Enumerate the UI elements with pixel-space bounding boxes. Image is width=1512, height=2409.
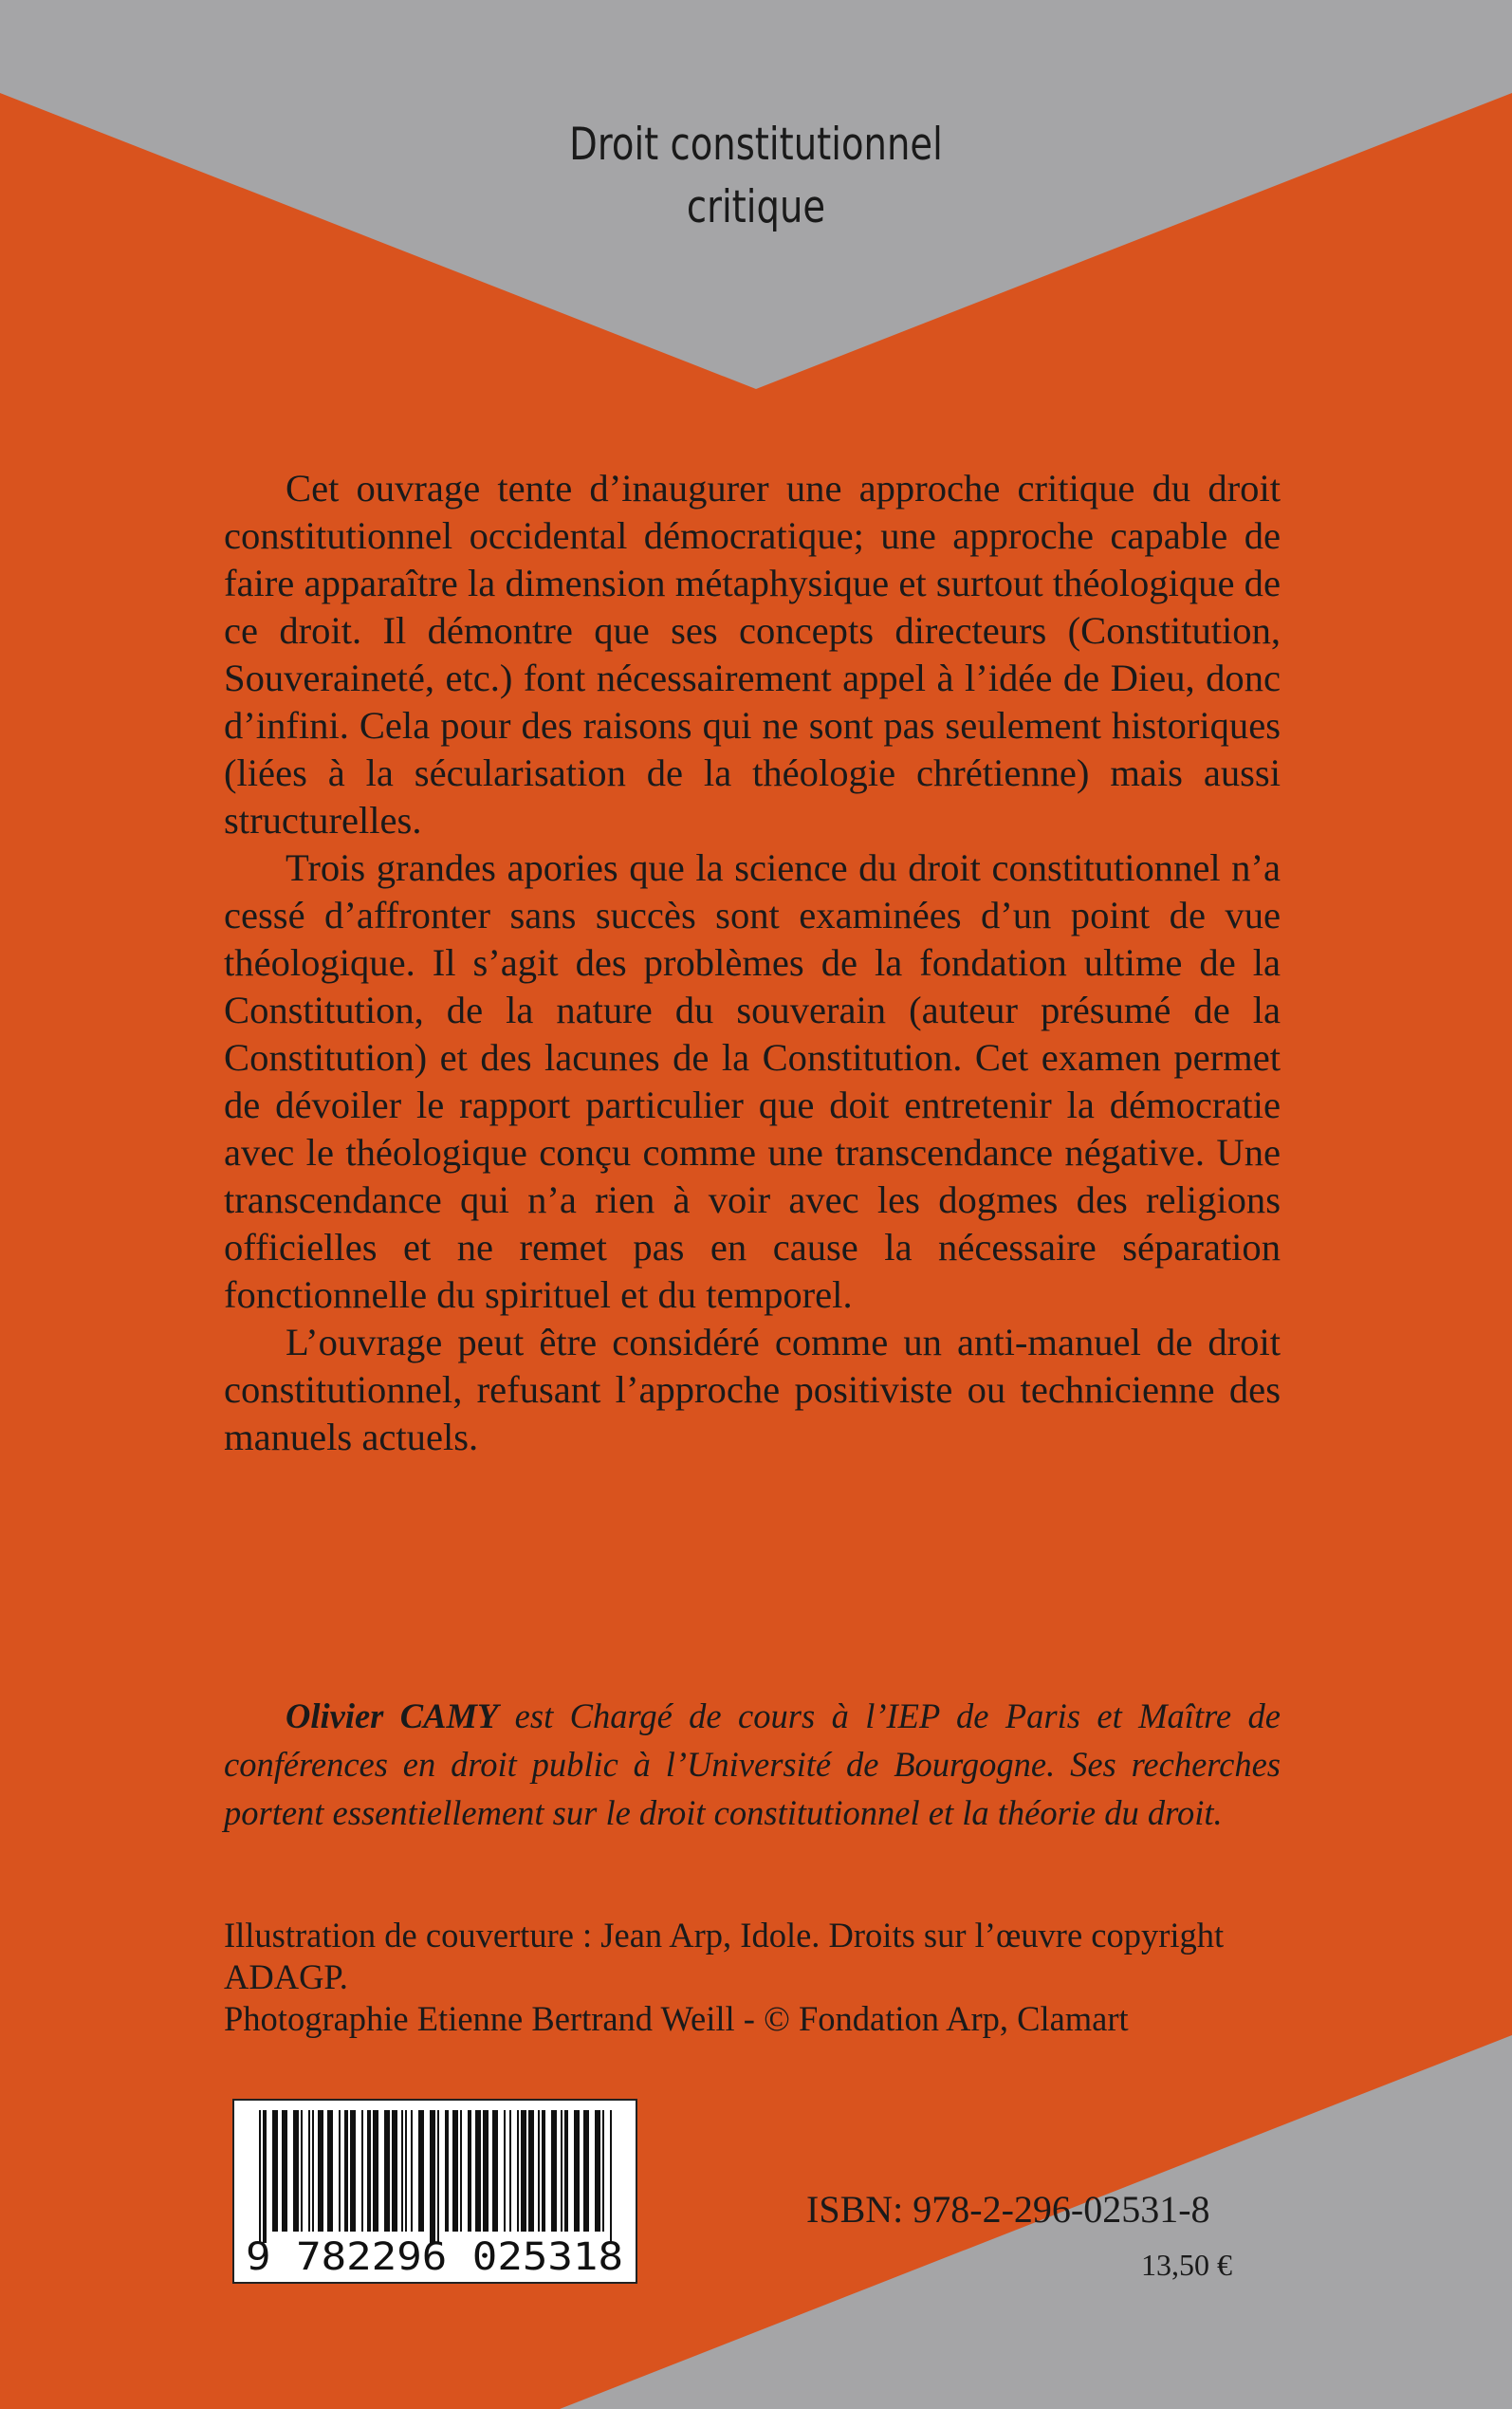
barcode-bar xyxy=(475,2110,481,2232)
summary-paragraph-2: Trois grandes apories que la science du droit constitutionnel n’a cessé d’affronter sans succès sont examinées d’un point de vue théologique. Il s’agit des problèmes de la fondation ultime de la Constitution, de la nature du souverain (auteur présumé de la Constitution) et des lacunes de la Constitution. Cet examen permet de dévoiler le rapport particulier que doit entretenir la démocratie avec le théologique conçu comme une transcendance négative. Une transcendance qui n’a rien à voir avec les dogmes des religions officielles et ne remet pas en cause la nécessaire séparation fonctionnelle du spirituel et du temporel. xyxy=(224,846,1281,1316)
barcode-bar xyxy=(542,2110,545,2232)
barcode-bar xyxy=(483,2110,489,2232)
barcode-bar xyxy=(561,2110,562,2232)
barcode-bar xyxy=(327,2110,333,2232)
title-line-1: Droit constitutionnel xyxy=(569,119,943,171)
barcode-bar xyxy=(509,2110,511,2232)
summary-paragraph-3: L’ouvrage peut être considéré comme un anti-manuel de droit constitutionnel, refusant l’approche positiviste ou technicienne des manuels actuels. xyxy=(224,1321,1281,1458)
cover-credits xyxy=(224,1915,1281,2040)
barcode-bar xyxy=(373,2110,378,2232)
barcode-bar xyxy=(564,2110,568,2232)
barcode-bar xyxy=(318,2110,323,2232)
barcode-bar xyxy=(528,2110,534,2232)
barcode-bar xyxy=(430,2110,435,2243)
barcode-bar xyxy=(293,2110,299,2232)
barcode-bar xyxy=(361,2110,363,2232)
price: 13,50 € xyxy=(1141,2248,1232,2282)
barcode-bar xyxy=(401,2110,403,2232)
barcode-bar xyxy=(308,2110,310,2232)
barcode-bar xyxy=(452,2110,458,2232)
barcode-bar xyxy=(259,2110,261,2243)
barcode-bar xyxy=(492,2110,498,2232)
barcode-bar xyxy=(272,2110,278,2232)
author-description: est Chargé de cours à l’IEP de Paris et Maître de conférences en droit public à l’Université de Bourgogne. Ses recherches portent essentiellement sur le droit constitutionnel et la théorie du droit. xyxy=(224,1696,1281,1832)
barcode-bar xyxy=(517,2110,519,2232)
barcode-bar xyxy=(437,2110,439,2243)
barcode-bar xyxy=(504,2110,506,2232)
summary-text xyxy=(224,465,1281,1461)
barcode-bar xyxy=(384,2110,390,2232)
barcode-bar xyxy=(418,2110,424,2232)
barcode-bar xyxy=(339,2110,341,2232)
barcode-bar xyxy=(610,2110,612,2243)
barcode-bar xyxy=(350,2110,356,2232)
barcode-bar xyxy=(574,2110,580,2232)
barcode-bar xyxy=(344,2110,348,2232)
barcode-bar xyxy=(521,2110,526,2232)
barcode-bar xyxy=(460,2110,462,2232)
isbn: ISBN: 978-2-296-02531-8 xyxy=(806,2188,1210,2231)
barcode-bar xyxy=(263,2110,267,2243)
illustration-credit: Illustration de couverture : Jean Arp, Idole. Droits sur l’œuvre copyright ADAGP. xyxy=(224,1916,1225,1996)
barcode xyxy=(232,2099,637,2284)
author-bio xyxy=(224,1692,1281,1837)
book-title xyxy=(432,114,1080,239)
barcode-bar xyxy=(411,2110,413,2232)
barcode-bar xyxy=(367,2110,371,2232)
barcode-bar xyxy=(468,2110,471,2232)
author-name: Olivier CAMY xyxy=(286,1696,499,1735)
barcode-bar xyxy=(538,2110,540,2232)
barcode-bar xyxy=(312,2110,314,2232)
barcode-bar xyxy=(282,2110,287,2232)
barcode-bar xyxy=(583,2110,589,2232)
barcode-bar xyxy=(445,2110,449,2232)
barcode-bar xyxy=(551,2110,557,2232)
barcode-bars xyxy=(259,2110,612,2243)
photo-credit: Photographie Etienne Bertrand Weill - © Fondation Arp, Clamart xyxy=(224,1999,1129,2038)
barcode-bar xyxy=(595,2110,600,2232)
barcode-bar xyxy=(405,2110,407,2232)
barcode-bar xyxy=(602,2110,604,2232)
barcode-bar xyxy=(301,2110,303,2232)
barcode-bar xyxy=(392,2110,397,2232)
barcode-digits: 9 782296 025318 xyxy=(246,2235,623,2279)
summary-paragraph-1: Cet ouvrage tente d’inaugurer une approche critique du droit constitutionnel occidental démocratique; une approche capable de faire apparaître la dimension métaphysique et surtout théologique de ce droit. Il démontre que ses concepts directeurs (Constitution, Souveraineté, etc.) font nécessairement appel à l’idée de Dieu, donc d’infini. Cela pour des raisons qui ne sont pas seulement historiques (liées à la sécularisation de la théologie chrétienne) mais aussi structurelles. xyxy=(224,467,1281,842)
title-line-2: critique xyxy=(686,181,826,233)
